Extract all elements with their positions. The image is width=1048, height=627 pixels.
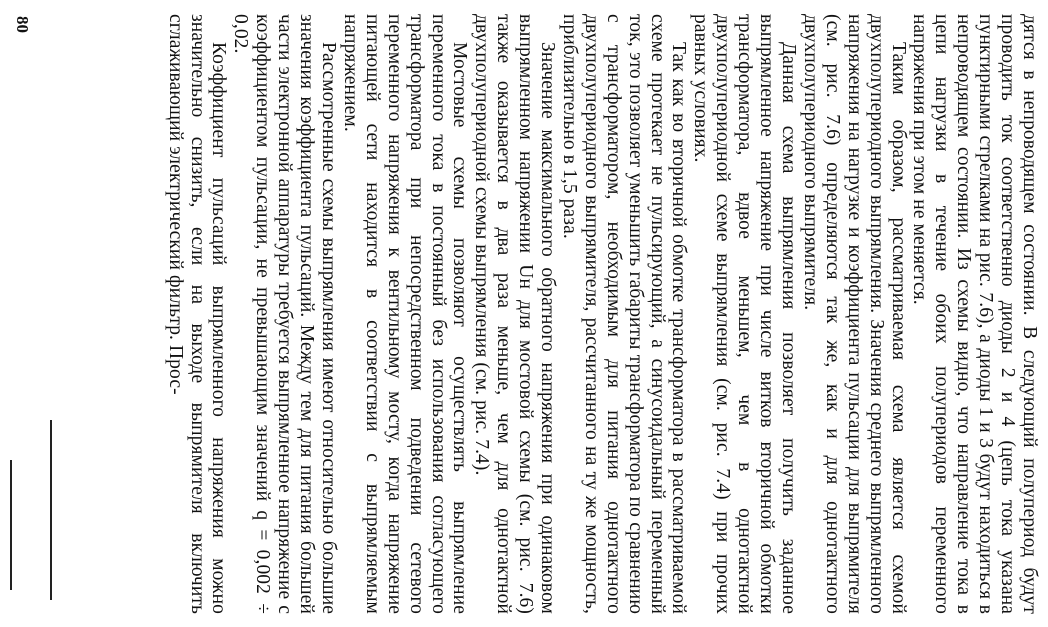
paragraph-transformer-size: Так как во вторичной обмотке трансформатора в рассматриваемой схеме протекает не пульсирующий, а синусоидальный переменный ток, это позволяет уменьшить габариты трансформатора по сравнению с трансформатором, необходимым для питания однотактного двухполупериодного выпрямителя, рассчитанного на ту же мощность, приблизительно в 1,5 раза.	[558, 14, 690, 614]
paragraph-smoothing-filter: Коэффициент пульсаций выпрямленного напряжения можно значительно снизить, если на выходе выпрямителя включить сглаживающий электрический фильтр. Прос-	[164, 14, 230, 614]
paragraph-ripple-factor: Рассмотренные схемы выпрямления имеют относительно большие значения коэффициента пульсаций. Между тем для питания большей части электронной аппаратуры требуется выпрямленное напряжение с коэффициентом пульсации, не превышающим значений q = 0,002 ÷ 0,02.	[230, 14, 339, 614]
paragraph-winding-advantage: Данная схема выпрямления позволяет получить заданное выпрямленное напряжение при числе витков вторичной обмотки трансформатора, вдвое меньшем, чем в однотактной двухполупериодной схеме выпрямления (см. рис. 7.4) при прочих равных условиях.	[690, 14, 800, 614]
paragraph-bridge-without-transformer: Мостовые схемы позволяют осуществлять выпрямление переменного тока в постоянный без использования согласующего трансформатора при непосредственном подведении сетевого переменного напряжения к вентильному мосту, когда напряжение питающей сети находится в соответствии с выпрямляемым напряжением.	[339, 14, 471, 614]
paragraph-continuation: дятся в непроводящем состоянии. В следующий полупериод будут проводить ток соответственно диоды 2 и 4 (цепь тока указана пунктирными стрелками на рис. 7.6), а диоды 1 и 3 будут находиться в непроводящем состоянии. Из схемы видно, что направление тока в цепи нагрузки в течение обоих полупериодов переменного напряжения при этом не меняется.	[909, 14, 1040, 614]
scan-artifact-line	[10, 460, 12, 590]
scan-artifact-line	[50, 420, 52, 600]
body-text	[35, 14, 1040, 614]
paragraph-reverse-voltage: Значение максимального обратного напряжения при одинаковом выпрямленном напряжении Uн для мостовой схемы (см. рис. 7.6) также оказывается в два раза меньше, чем для однотактной двухполупериодной схемы выпрямления (см. рис. 7.4).	[471, 14, 559, 614]
page-number: 80	[13, 16, 32, 33]
paragraph-full-wave-summary: Таким образом, рассматриваемая схема является схемой двухполупериодного выпрямления. Значения среднего выпрямленного напряжения на нагрузке и коэффициента пульсации для выпрямителя (см. рис. 7.6) определяются так же, как и для однотактного двухполупериодного выпрямителя.	[799, 14, 909, 614]
